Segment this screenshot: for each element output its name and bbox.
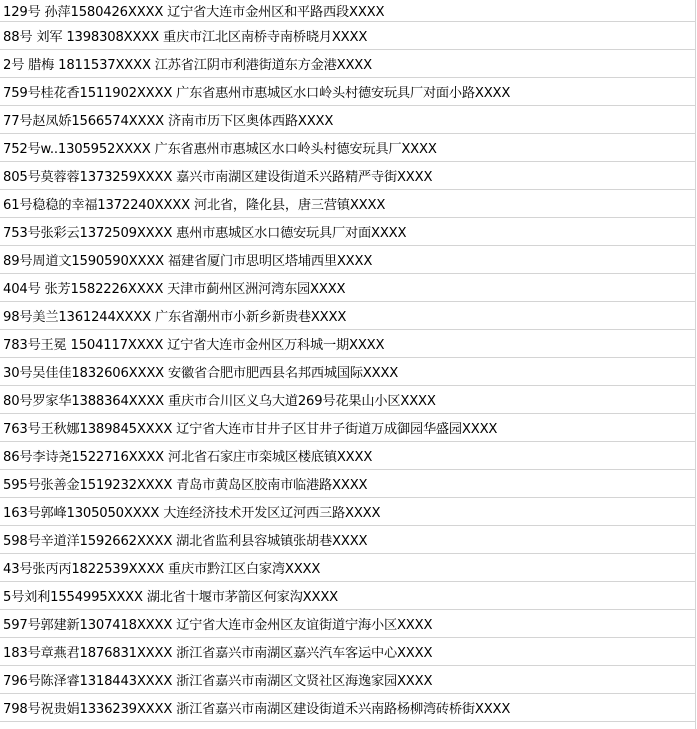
- table-row[interactable]: 61号稳稳的幸福1372240XXXX 河北省，隆化县，唐三营镇XXXX: [0, 190, 696, 218]
- table-row[interactable]: 163号郭峰1305050XXXX 大连经济技术开发区辽河西三路XXXX: [0, 498, 696, 526]
- table-row[interactable]: 86号李诗尧1522716XXXX 河北省石家庄市栾城区楼底镇XXXX: [0, 442, 696, 470]
- table-row[interactable]: 798号祝贵娟1336239XXXX 浙江省嘉兴市南湖区建设街道禾兴南路杨柳湾砖桥街XXXX: [0, 694, 696, 722]
- table-row[interactable]: 598号辛道洋1592662XXXX 湖北省监利县容城镇张胡巷XXXX: [0, 526, 696, 554]
- table-row[interactable]: 43号张丙丙1822539XXXX 重庆市黔江区白家湾XXXX: [0, 554, 696, 582]
- table-row[interactable]: 80号罗家华1388364XXXX 重庆市合川区义乌大道269号花果山小区XXXX: [0, 386, 696, 414]
- table-row[interactable]: 77号赵凤娇1566574XXXX 济南市历下区奥体西路XXXX: [0, 106, 696, 134]
- table-row[interactable]: 805号莫蓉蓉1373259XXXX 嘉兴市南湖区建设街道禾兴路精严寺街XXXX: [0, 162, 696, 190]
- table-row[interactable]: 759号桂花香1511902XXXX 广东省惠州市惠城区水口岭头村德安玩具厂对面小路XXXX: [0, 78, 696, 106]
- table-row[interactable]: 89号周道文1590590XXXX 福建省厦门市思明区塔埔西里XXXX: [0, 246, 696, 274]
- table-row[interactable]: 30号吴佳佳1832606XXXX 安徽省合肥市肥西县名邦西城国际XXXX: [0, 358, 696, 386]
- table-row[interactable]: 753号张彩云1372509XXXX 惠州市惠城区水口德安玩具厂对面XXXX: [0, 218, 696, 246]
- table-row[interactable]: 88号 刘军 1398308XXXX 重庆市江北区南桥寺南桥晓月XXXX: [0, 22, 696, 50]
- table-row[interactable]: 129号 孙萍1580426XXXX 辽宁省大连市金州区和平路西段XXXX: [0, 0, 696, 22]
- table-row[interactable]: 98号美兰1361244XXXX 广东省潮州市小新乡新贵巷XXXX: [0, 302, 696, 330]
- table-row[interactable]: 783号王冕 1504117XXXX 辽宁省大连市金州区万科城一期XXXX: [0, 330, 696, 358]
- table-row[interactable]: 763号王秋娜1389845XXXX 辽宁省大连市甘井子区甘井子街道万成御园华盛园XXXX: [0, 414, 696, 442]
- table-row[interactable]: 5号刘利1554995XXXX 湖北省十堰市茅箭区何家沟XXXX: [0, 582, 696, 610]
- table-row[interactable]: 2号 腊梅 1811537XXXX 江苏省江阴市利港街道东方金港XXXX: [0, 50, 696, 78]
- table-row[interactable]: 404号 张芳1582226XXXX 天津市蓟州区洲河湾东园XXXX: [0, 274, 696, 302]
- table-row[interactable]: 597号郭建新1307418XXXX 辽宁省大连市金州区友谊街道宁海小区XXXX: [0, 610, 696, 638]
- table-row[interactable]: 752号w..1305952XXXX 广东省惠州市惠城区水口岭头村德安玩具厂XXXX: [0, 134, 696, 162]
- table-row[interactable]: 183号章燕君1876831XXXX 浙江省嘉兴市南湖区嘉兴汽车客运中心XXXX: [0, 638, 696, 666]
- table-row[interactable]: 796号陈泽睿1318443XXXX 浙江省嘉兴市南湖区文贤社区海逸家园XXXX: [0, 666, 696, 694]
- table-row[interactable]: 595号张善金1519232XXXX 青岛市黄岛区胶南市临港路XXXX: [0, 470, 696, 498]
